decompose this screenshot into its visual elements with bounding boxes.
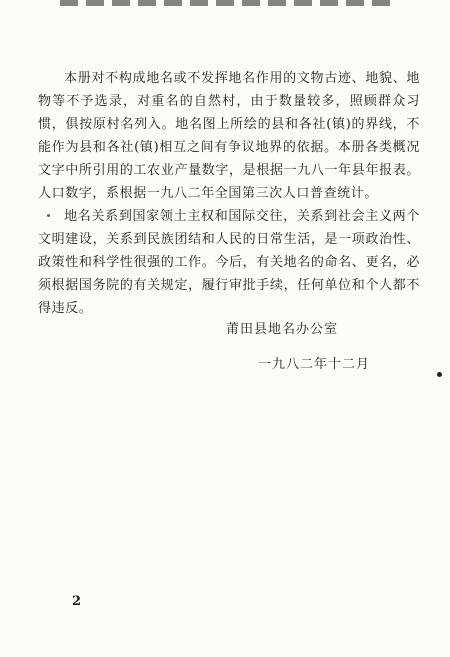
paragraph-2-text: 地名关系到国家领土主权和国际交往，关系到社会主义两个文明建设，关系到民族团结和人民的日常生活，是一项政治性、政策性和科学性很强的工作。今后，有关地名的命名、更名，必须根据国务院的有关规定，履行审批手续，任何单位和个人都不得违反。 [38, 209, 420, 316]
paragraph-1 [38, 67, 420, 205]
previous-page-edge [60, 0, 390, 6]
ink-spot [47, 214, 50, 217]
page-number: 2 [72, 594, 82, 609]
paragraph-1-text: 本册对不构成地名或不发挥地名作用的文物古迹、地貌、地物等不予选录，对重名的自然村，由于数量较多，照顾群众习惯，俱按原村名列入。地名图上所绘的县和各社(镇)的界线，不能作为县和各社(镇)相互之间有争议地界的依据。本册各类概况文字中所引用的工农业产量数字，是根据一九八一年县年报表。人口数字，系根据一九八二年全国第三次人口普查统计。 [38, 71, 420, 201]
issue-date: 一九八二年十二月 [258, 357, 371, 372]
signer-office: 莆田县地名办公室 [226, 322, 339, 337]
ink-spot [437, 372, 442, 377]
paragraph-2 [38, 205, 420, 320]
